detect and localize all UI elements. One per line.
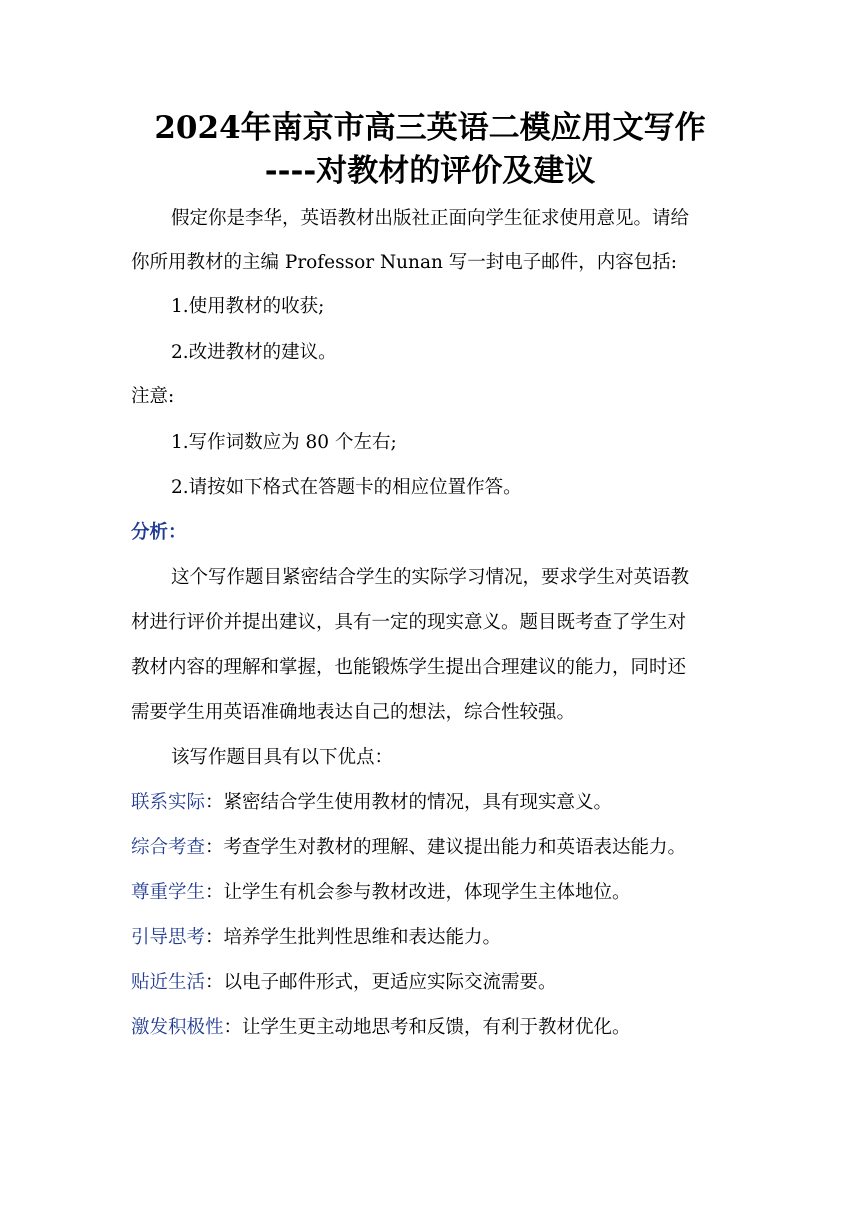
note-label: 注意: xyxy=(131,386,175,407)
advantage-item xyxy=(131,790,612,816)
advantage-label: 引导思考 xyxy=(131,927,206,948)
prompt-line-1: 假定你是李华，英语教材出版社正面向学生征求使用意见。请给 xyxy=(171,208,690,229)
advantage-item xyxy=(131,970,557,996)
prompt-item-1: 1.使用教材的收获; xyxy=(171,296,325,317)
advantages-intro: 该写作题目具有以下优点： xyxy=(171,747,394,768)
advantage-text: ：考查学生对教材的理解、建议提出能力和英语表达能力。 xyxy=(205,837,687,858)
advantage-label: 贴近生活 xyxy=(131,972,206,993)
advantage-item xyxy=(131,925,501,951)
analysis-paragraph-line: 教材内容的理解和掌握，也能锻炼学生提出合理建议的能力，同时还 xyxy=(131,657,687,678)
advantage-label: 激发积极性 xyxy=(131,1017,224,1038)
note-item-2: 2.请按如下格式在答题卡的相应位置作答。 xyxy=(171,477,522,498)
advantage-item xyxy=(131,835,686,861)
analysis-paragraph-line: 这个写作题目紧密结合学生的实际学习情况，要求学生对英语教 xyxy=(171,567,690,588)
advantage-item xyxy=(131,1015,631,1041)
analysis-heading: 分析： xyxy=(131,522,187,543)
document-title-line-1: 2024年南京市高三英语二模应用文写作 xyxy=(154,110,706,146)
advantage-label: 综合考查 xyxy=(131,837,206,858)
advantage-item xyxy=(131,880,631,906)
advantage-text: ：让学生更主动地思考和反馈，有利于教材优化。 xyxy=(223,1017,631,1038)
analysis-paragraph-line: 需要学生用英语准确地表达自己的想法，综合性较强。 xyxy=(131,702,576,723)
note-item-1: 1.写作词数应为 80 个左右; xyxy=(171,432,397,453)
prompt-item-2: 2.改进教材的建议。 xyxy=(171,342,337,363)
prompt-line-2: 你所用教材的主编 Professor Nunan 写一封电子邮件，内容包括: xyxy=(131,252,678,273)
document-title-line-2: ----对教材的评价及建议 xyxy=(264,153,596,189)
advantage-text: ：紧密结合学生使用教材的情况，具有现实意义。 xyxy=(205,792,613,813)
advantage-label: 联系实际 xyxy=(131,792,206,813)
advantage-text: ：以电子邮件形式，更适应实际交流需要。 xyxy=(205,972,557,993)
analysis-paragraph-line: 材进行评价并提出建议，具有一定的现实意义。题目既考查了学生对 xyxy=(131,612,687,633)
advantage-text: ：培养学生批判性思维和表达能力。 xyxy=(205,927,502,948)
advantage-label: 尊重学生 xyxy=(131,882,206,903)
advantage-text: ：让学生有机会参与教材改进，体现学生主体地位。 xyxy=(205,882,631,903)
